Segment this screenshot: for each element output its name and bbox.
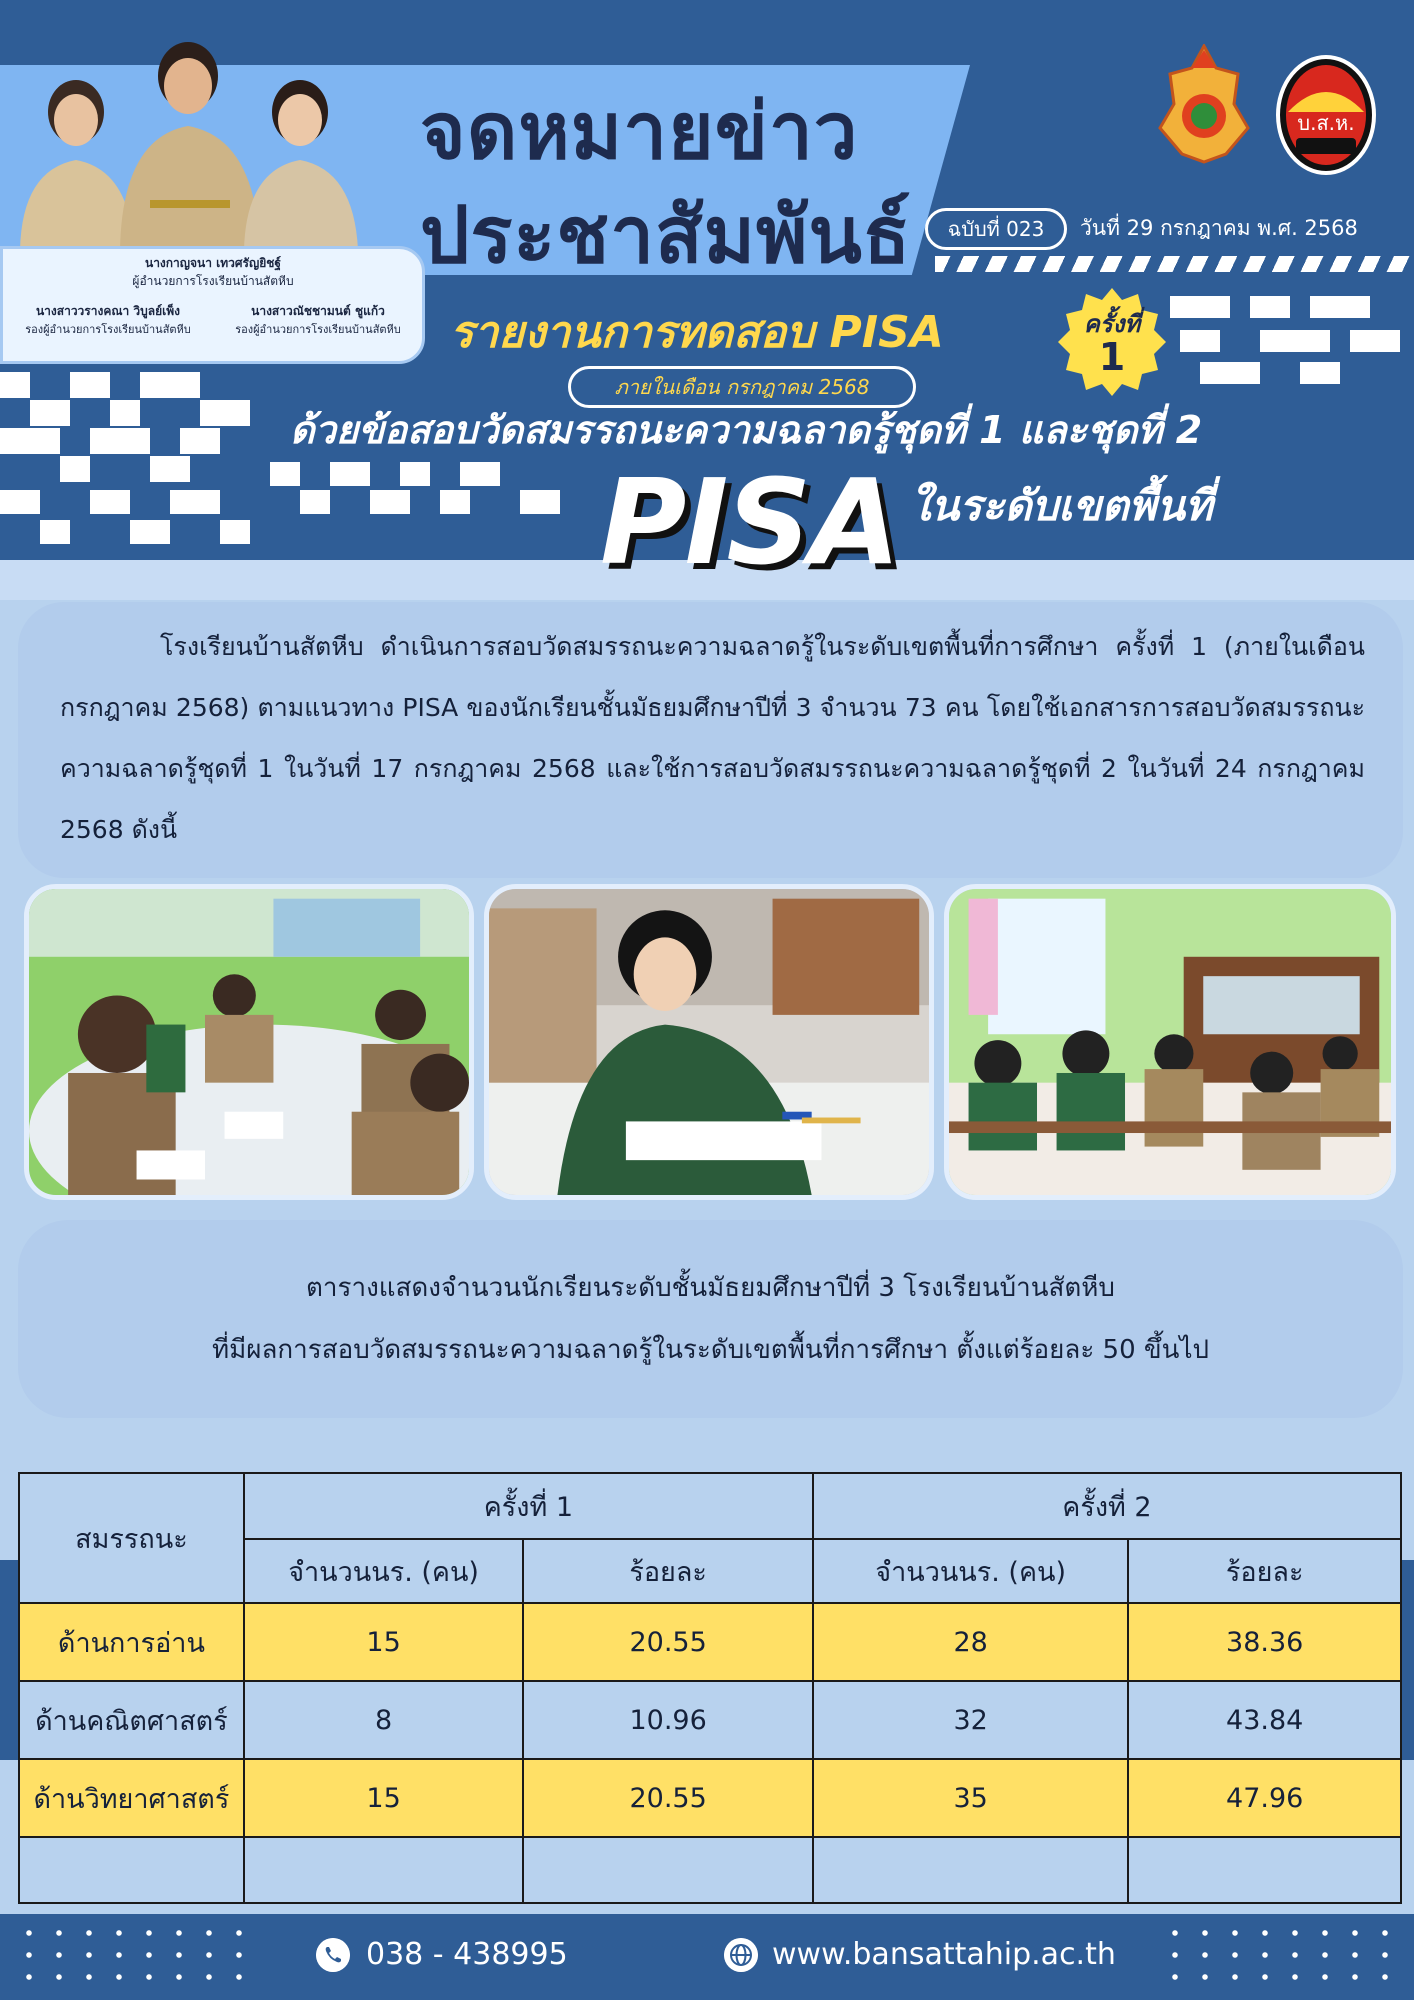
- footer-website[interactable]: www.bansattahip.ac.th: [772, 1937, 1116, 1972]
- badge-label: ครั้งที่: [1083, 310, 1141, 338]
- banner-subtitle: ด้วยข้อสอบวัดสมรรถนะความฉลาดรู้ชุดที่ 1 และชุดที่ 2: [290, 408, 1203, 452]
- phone-icon: [316, 1938, 350, 1972]
- row-competency: ด้านการอ่าน: [19, 1603, 244, 1681]
- row-r2-percent: 38.36: [1128, 1603, 1401, 1681]
- row-r2-count: 32: [813, 1681, 1128, 1759]
- director-role: ผู้อำนวยการโรงเรียนบ้านสัตหีบ: [132, 274, 294, 288]
- row-r2-percent: 47.96: [1128, 1759, 1401, 1837]
- header-round-2: ครั้งที่ 2: [813, 1473, 1401, 1539]
- banner-title: รายงานการทดสอบ PISA: [450, 307, 944, 358]
- table-row: [19, 1603, 1401, 1681]
- table-caption-panel: [18, 1220, 1403, 1418]
- administrators-card: [0, 246, 425, 364]
- director-name: นางกาญจนา เทวศรัญยิชฐ์: [144, 256, 281, 270]
- row-r2-percent: 43.84: [1128, 1681, 1401, 1759]
- pisa-level-text: ในระดับเขตพื้นที่: [910, 481, 1213, 530]
- header-round-1: ครั้งที่ 1: [244, 1473, 813, 1539]
- globe-icon: [724, 1938, 758, 1972]
- photo-exam-2: [484, 884, 934, 1200]
- table-header-row-1: [19, 1473, 1401, 1539]
- header-competency: สมรรถนะ: [19, 1473, 244, 1603]
- row-r1-count: 15: [244, 1759, 524, 1837]
- footer-dots-right: [1160, 1922, 1400, 1992]
- newsletter-title: [420, 80, 940, 288]
- title-line-1: จดหมายข่าว: [420, 87, 859, 177]
- deputy2-name: นางสาวณัชชามนต์ ชูแก้ว: [251, 304, 385, 318]
- badge-number: 1: [1098, 335, 1126, 379]
- title-line-2: ประชาสัมพันธ์: [420, 191, 912, 281]
- row-r1-percent: 20.55: [523, 1759, 813, 1837]
- row-r1-percent: 10.96: [523, 1681, 813, 1759]
- header-r2-percent: ร้อยละ: [1128, 1539, 1401, 1603]
- intro-paragraph: โรงเรียนบ้านสัตหีบ ดำเนินการสอบวัดสมรรถนะความฉลาดรู้ในระดับเขตพื้นที่การศึกษา ครั้งที่ 1 (ภายในเดือนกรกฎาคม 2568) ตามแนวทาง PISA ของนักเรียนชั้นมัธยมศึกษาปีที่ 3 จำนวน 73 คน โดยใช้เอกสารการสอบวัดสมรรถนะความฉลาดรู้ชุดที่ 1 ในวันที่ 17 กรกฎาคม 2568 และใช้การสอบวัดสมรรถนะความฉลาดรู้ชุดที่ 2 ในวันที่ 24 กรกฎาคม 2568 ดังนี้: [60, 632, 1365, 844]
- results-table: [18, 1472, 1402, 1904]
- table-caption-line-2: ที่มีผลการสอบวัดสมรรถนะความฉลาดรู้ในระดับเขตพื้นที่การศึกษา ตั้งแต่ร้อยละ 50 ขึ้นไป: [211, 1335, 1210, 1365]
- header-r1-percent: ร้อยละ: [523, 1539, 813, 1603]
- photo-exam-3: [944, 884, 1396, 1200]
- administrators-illustration: [0, 20, 400, 250]
- table-row: [19, 1681, 1401, 1759]
- table-row: [19, 1759, 1401, 1837]
- footer-phone[interactable]: 038 - 438995: [366, 1937, 568, 1972]
- round-badge: [1056, 286, 1168, 398]
- school-logo-icon: [1274, 52, 1378, 178]
- issue-date: วันที่ 29 กรกฎาคม พ.ศ. 2568: [1080, 216, 1358, 240]
- banner-month-pill: ภายในเดือน กรกฎาคม 2568: [568, 366, 916, 408]
- school-logo-text: บ.ส.ห.: [1297, 111, 1355, 135]
- issue-number: ฉบับที่ 023: [925, 208, 1067, 250]
- row-r1-percent: 20.55: [523, 1603, 813, 1681]
- row-r1-count: 15: [244, 1603, 524, 1681]
- table-caption-line-1: ตารางแสดงจำนวนนักเรียนระดับชั้นมัธยมศึกษาปีที่ 3 โรงเรียนบ้านสัตหีบ: [306, 1273, 1115, 1303]
- photo-exam-1: [24, 884, 474, 1200]
- row-competency: ด้านวิทยาศาสตร์: [19, 1759, 244, 1837]
- table-empty-row: [19, 1837, 1401, 1903]
- obec-emblem-icon: [1156, 44, 1252, 164]
- header-r2-count: จำนวนนร. (คน): [813, 1539, 1128, 1603]
- pisa-wordmark: PISA: [600, 453, 899, 591]
- row-r1-count: 8: [244, 1681, 524, 1759]
- decorative-stripes: [935, 256, 1414, 272]
- deputy2-role: รองผู้อำนวยการโรงเรียนบ้านสัตหีบ: [235, 323, 401, 336]
- deputy1-role: รองผู้อำนวยการโรงเรียนบ้านสัตหีบ: [25, 323, 191, 336]
- header-r1-count: จำนวนนร. (คน): [244, 1539, 524, 1603]
- row-r2-count: 35: [813, 1759, 1128, 1837]
- row-r2-count: 28: [813, 1603, 1128, 1681]
- deputy1-name: นางสาววรางคณา วิบูลย์เพ็ง: [35, 304, 181, 318]
- row-competency: ด้านคณิตศาสตร์: [19, 1681, 244, 1759]
- footer-dots-left: [14, 1922, 254, 1992]
